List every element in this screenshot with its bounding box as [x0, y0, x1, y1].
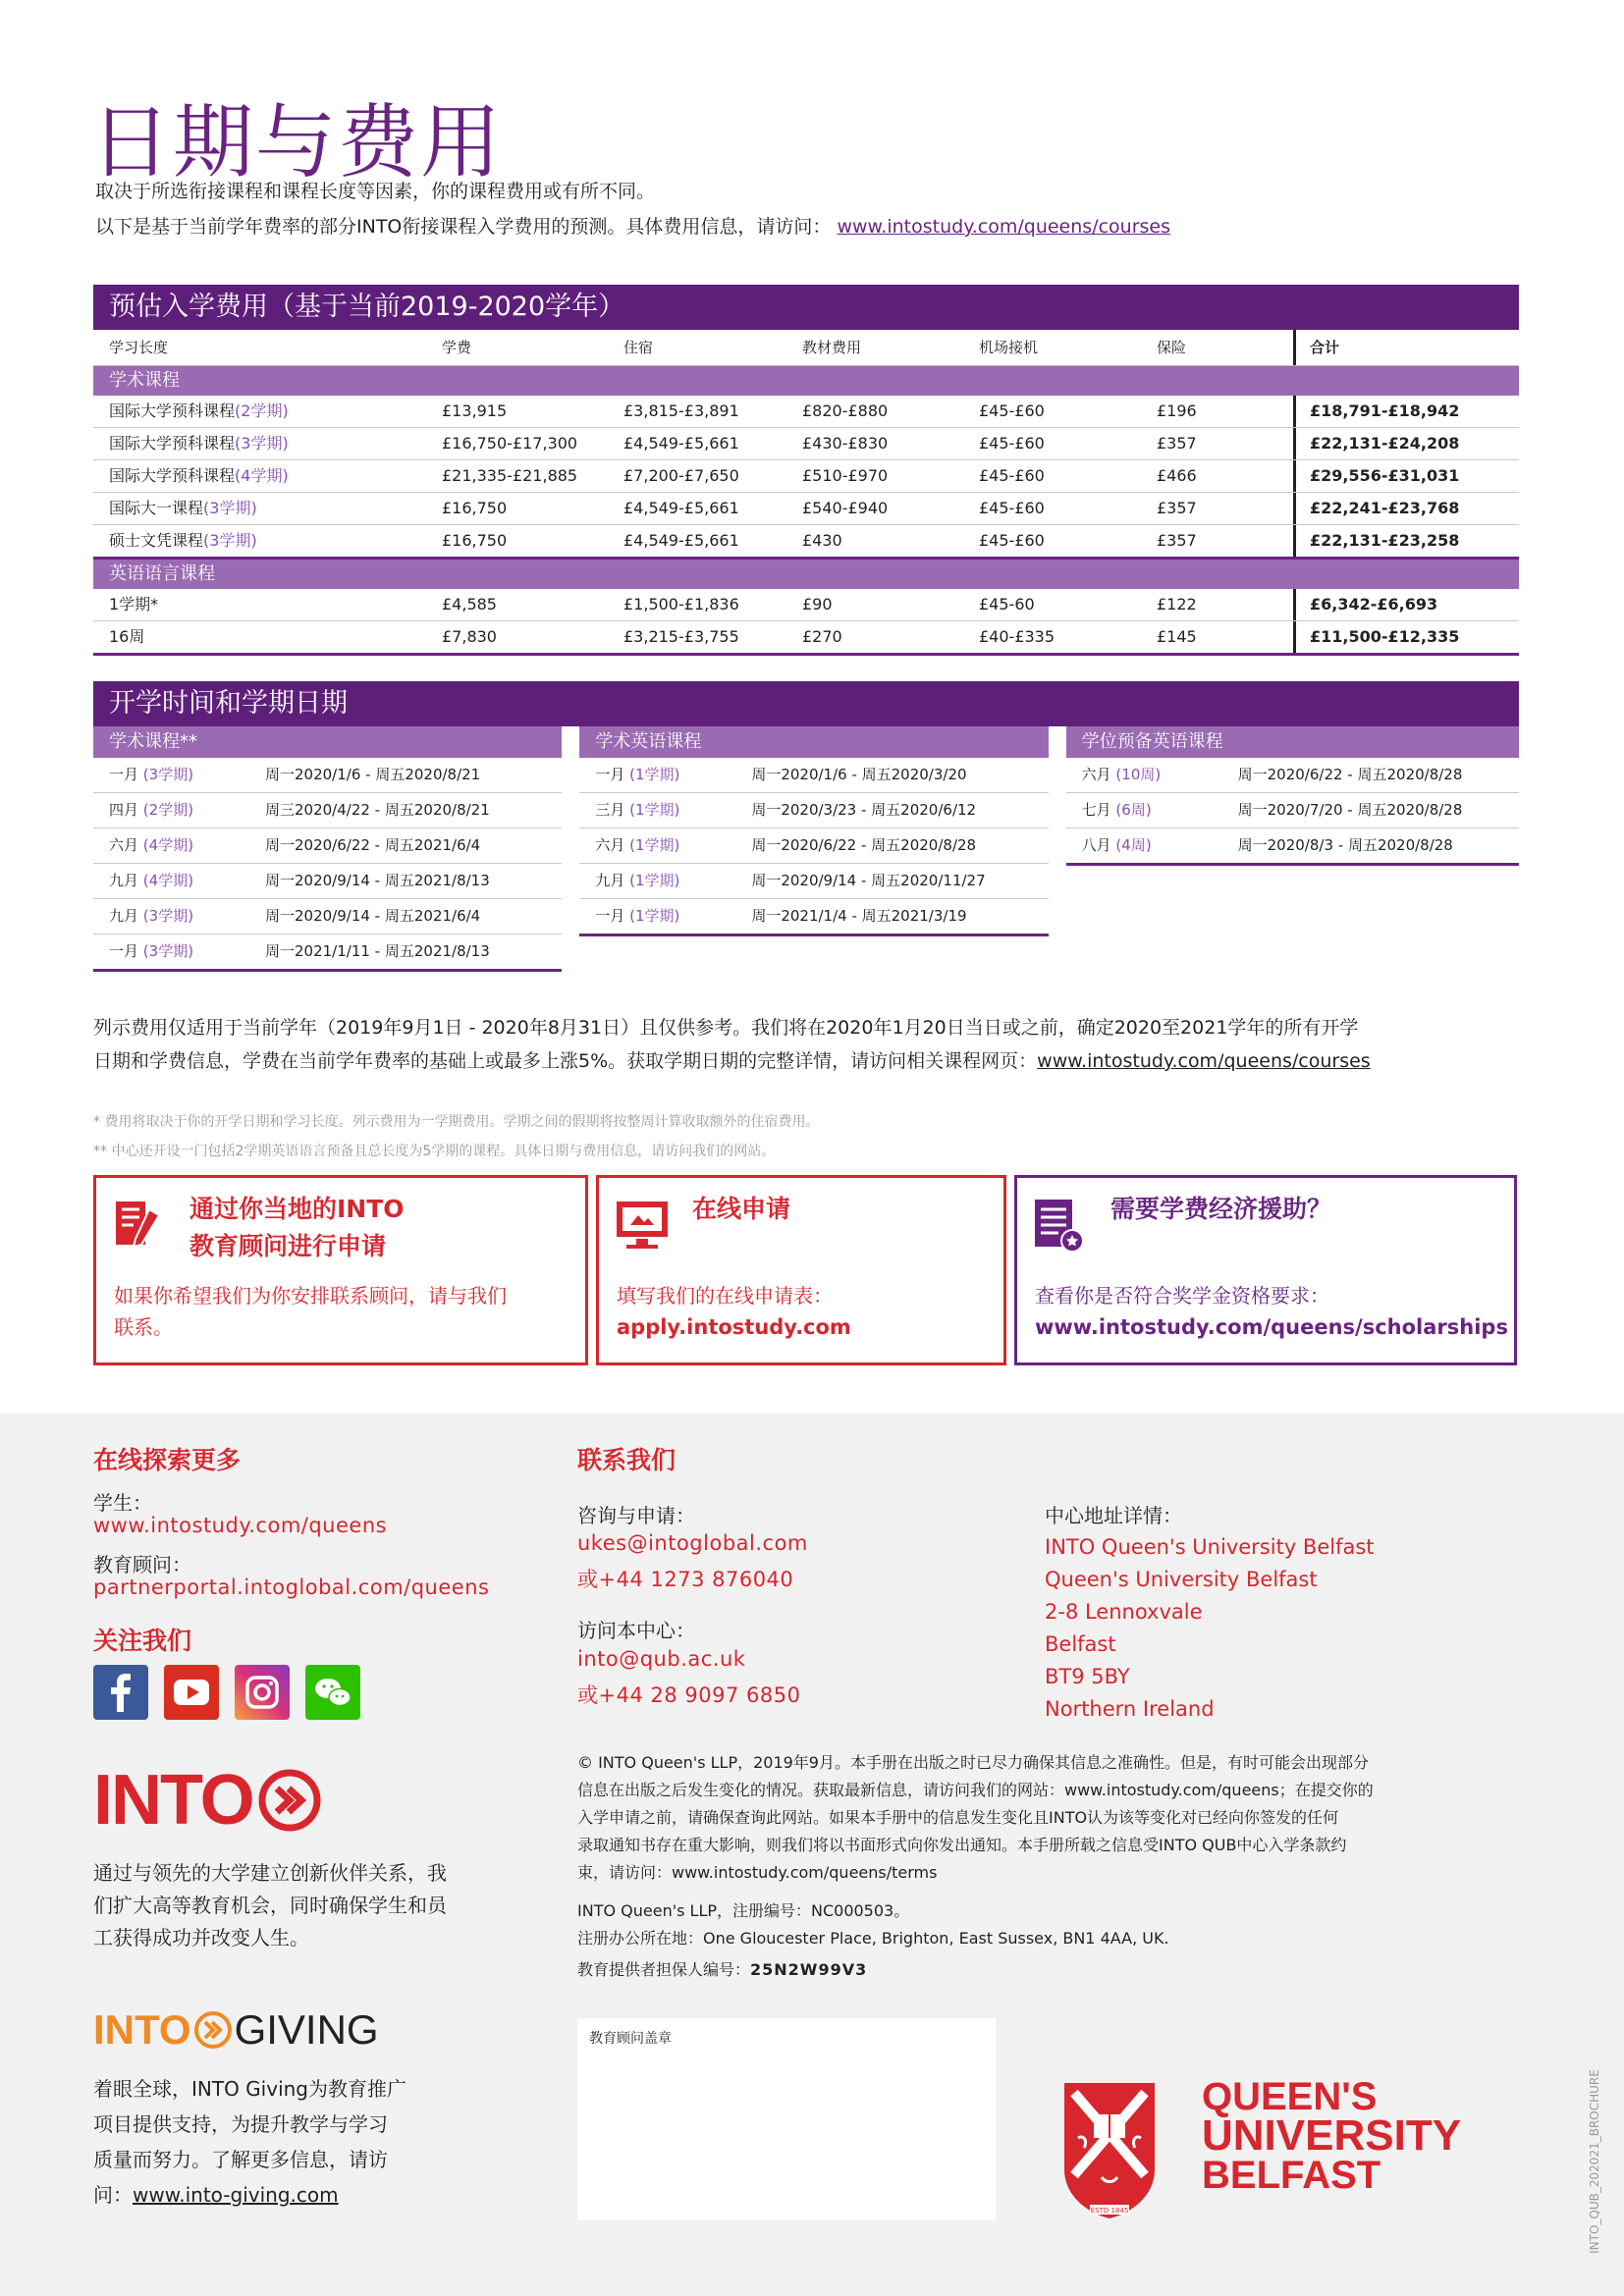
course-name — [93, 460, 442, 492]
date-row — [1066, 758, 1519, 793]
tuition-cell: £13,915 — [442, 401, 508, 420]
airport-cell: £45-£60 — [979, 401, 1045, 420]
term-length: (3学期) — [142, 907, 194, 925]
date-row — [579, 828, 1048, 864]
qub-crest-icon — [1060, 2079, 1159, 2226]
date-range: 周一2021/1/11 - 周五2021/8/13 — [265, 942, 490, 960]
course-name — [93, 621, 442, 653]
accommodation-cell: £3,815-£3,891 — [623, 401, 739, 420]
date-range: 周一2020/6/22 - 周五2021/6/4 — [265, 836, 481, 854]
date-range: 周一2020/1/6 - 周五2020/3/20 — [751, 766, 967, 783]
giving-text-line: 质量而努力。了解更多信息，请访 — [93, 2148, 388, 2171]
total-cell: £18,791-£18,942 — [1293, 396, 1519, 427]
month-label: 九月 — [109, 907, 139, 925]
dates-column-head: 学位预备英语课程 — [1066, 726, 1519, 758]
start-month — [579, 758, 751, 792]
follow-heading: 关注我们 — [93, 1627, 192, 1655]
online-apply-box — [596, 1175, 1006, 1365]
visit-phone[interactable]: 或+44 28 9097 6850 — [577, 1683, 801, 1707]
total-cell: £22,131-£24,208 — [1293, 428, 1519, 459]
term-length: (1学期) — [629, 836, 680, 854]
course-label: 硕士文凭课程 — [109, 531, 204, 550]
materials-cell: £430 — [802, 531, 842, 550]
note-link[interactable]: www.intostudy.com/queens/courses — [1037, 1050, 1371, 1072]
agent-apply-box — [93, 1175, 588, 1365]
fee-row — [93, 493, 1519, 525]
start-month — [93, 864, 265, 898]
giving-text-line: 项目提供支持，为提升教学与学习 — [93, 2112, 388, 2136]
total-cell: £6,342-£6,693 — [1293, 589, 1519, 620]
dates-column — [579, 726, 1048, 972]
visit-label: 访问本中心： — [577, 1619, 695, 1642]
insurance-cell: £196 — [1157, 401, 1197, 420]
col-header: 机场接机 — [979, 339, 1039, 356]
list-badge-icon — [1031, 1196, 1086, 1258]
footnote-2: ** 中心还开设一门包括2学期英语语言预备且总长度为5学期的课程。具体日期与费用信息，请访问我们的网站。 — [93, 1144, 776, 1159]
date-row — [93, 934, 562, 972]
start-month — [93, 899, 265, 934]
start-month — [1066, 758, 1238, 792]
wechat-icon[interactable] — [305, 1665, 360, 1720]
date-range: 周三2020/4/22 - 周五2020/8/21 — [265, 801, 490, 819]
dates-table-title: 开学时间和学期日期 — [93, 681, 1519, 726]
materials-cell: £820-£880 — [802, 401, 889, 420]
month-label: 九月 — [109, 872, 139, 889]
course-label: 1学期* — [109, 595, 159, 614]
enquiries-email[interactable]: ukes@intoglobal.com — [577, 1531, 808, 1555]
accommodation-cell: £1,500-£1,836 — [623, 595, 739, 614]
course-label: 国际大学预科课程 — [109, 466, 236, 485]
intro-line-2 — [95, 212, 1170, 239]
giving-description — [93, 2071, 406, 2213]
document-pen-icon — [110, 1196, 165, 1255]
date-range: 周一2020/7/20 - 周五2020/8/28 — [1237, 801, 1463, 819]
box3-title: 需要学费经济援助？ — [1110, 1195, 1332, 1223]
date-row — [93, 793, 562, 828]
box1-desc-1: 如果你希望我们为你安排联系顾问，请与我们 — [114, 1284, 507, 1308]
fees-table — [93, 285, 1519, 656]
note-text: 日期和学费信息，学费在当前学年费率的基础上或最多上涨5%。获取学期日期的完整详情，请访问相关课程网页： — [93, 1050, 1038, 1072]
term-length: (1学期) — [629, 801, 680, 819]
total-cell: £22,241-£23,768 — [1293, 493, 1519, 524]
date-row — [93, 828, 562, 864]
social-links — [93, 1665, 360, 1720]
side-code-text: INTO_QUB_202021_BROCHURE — [1588, 2069, 1601, 2254]
materials-cell: £540-£940 — [802, 499, 889, 517]
box2-title: 在线申请 — [692, 1195, 791, 1223]
explore-heading: 在线探索更多 — [93, 1446, 242, 1474]
term-length: (10周) — [1115, 766, 1162, 783]
enquiries-phone[interactable]: 或+44 1273 876040 — [577, 1568, 794, 1591]
date-range: 周一2020/3/23 - 周五2020/6/12 — [751, 801, 977, 819]
date-range: 周一2020/6/22 - 周五2020/8/28 — [751, 836, 977, 854]
month-label: 七月 — [1081, 801, 1111, 819]
airport-cell: £45-£60 — [979, 499, 1045, 517]
term-length: (2学期) — [142, 801, 194, 819]
fee-row — [93, 525, 1519, 560]
course-label: 国际大一课程 — [109, 499, 204, 517]
date-range: 周一2020/8/3 - 周五2020/8/28 — [1237, 836, 1453, 854]
partner-portal-link[interactable]: partnerportal.intoglobal.com/queens — [93, 1575, 490, 1599]
stamp-label: 教育顾问盖章 — [589, 2031, 672, 2047]
airport-cell: £45-£60 — [979, 434, 1045, 453]
accommodation-cell: £7,200-£7,650 — [623, 466, 739, 485]
students-link[interactable]: www.intostudy.com/queens — [93, 1514, 388, 1537]
fee-row — [93, 621, 1519, 656]
date-row — [1066, 793, 1519, 828]
total-cell: £11,500-£12,335 — [1293, 621, 1519, 653]
into-text-line: 工获得成功并改变人生。 — [93, 1926, 309, 1949]
giving-logo-giving: GIVING — [234, 2006, 379, 2053]
materials-cell: £90 — [802, 595, 833, 614]
address-line: INTO Queen's University Belfast — [1045, 1535, 1375, 1559]
fees-table-title: 预估入学费用（基于当前2019-2020学年） — [93, 285, 1519, 330]
materials-cell: £510-£970 — [802, 466, 889, 485]
giving-text-line: 着眼全球，INTO Giving为教育推广 — [93, 2077, 406, 2101]
into-text-line: 通过与领先的大学建立创新伙伴关系，我 — [93, 1861, 447, 1885]
facebook-icon[interactable] — [93, 1665, 148, 1720]
insurance-cell: £357 — [1157, 531, 1197, 550]
dates-table — [93, 681, 1519, 972]
box1-desc-2: 联系。 — [114, 1315, 173, 1339]
tuition-cell: £21,335-£21,885 — [442, 466, 578, 485]
airport-cell: £45-60 — [979, 595, 1035, 614]
course-label: 16周 — [109, 627, 145, 646]
intro-text: 以下是基于当前学年费率的部分INTO衔接课程入学费用的预测。具体费用信息，请访问： — [95, 216, 832, 238]
start-month — [93, 934, 265, 969]
qub-line: UNIVERSITY — [1202, 2111, 1462, 2160]
date-range: 周一2020/9/14 - 周五2020/11/27 — [751, 872, 986, 889]
qub-line: QUEEN'S — [1202, 2075, 1378, 2118]
insurance-cell: £466 — [1157, 466, 1197, 485]
sponsor-number — [577, 1957, 867, 1980]
date-row — [579, 793, 1048, 828]
tuition-cell: £16,750 — [442, 499, 508, 517]
legal-text — [577, 1749, 1451, 1887]
fee-row — [93, 396, 1519, 428]
address-line: Northern Ireland — [1045, 1697, 1215, 1721]
address-block — [1045, 1531, 1375, 1726]
term-length: (3学期) — [142, 766, 194, 783]
address-line: BT9 5BY — [1045, 1665, 1130, 1688]
accommodation-cell: £4,549-£5,661 — [623, 531, 739, 550]
course-name — [93, 493, 442, 524]
into-text-line: 们扩大高等教育机会，同时确保学生和员 — [93, 1894, 447, 1917]
term-length: (3学期) — [142, 942, 194, 960]
month-label: 八月 — [1081, 836, 1111, 854]
students-label: 学生： — [93, 1491, 152, 1515]
address-line: Queen's University Belfast — [1045, 1568, 1318, 1591]
dates-column-head: 学术英语课程 — [579, 726, 1048, 758]
sponsor-label: 教育提供者担保人编号： — [577, 1960, 751, 1979]
giving-text-line — [93, 2177, 406, 2213]
term-length: (1学期) — [629, 766, 680, 783]
giving-chevron-icon — [193, 2010, 233, 2050]
sponsor-value: 25N2W99V3 — [750, 1960, 868, 1979]
term-length: (4周) — [1115, 836, 1152, 854]
legal-line: 信息在出版之后发生变化的情况。获取最新信息，请访问我们的网站：www.intostudy.com/queens；在提交你的 — [577, 1781, 1374, 1799]
course-length: (2学期) — [235, 401, 289, 420]
footnote-1: * 费用将取决于你的开学日期和学习长度。列示费用为一学期费用。学期之间的假期将按整周计算收取额外的住宿费用。 — [93, 1114, 820, 1130]
legal-line: © INTO Queen's LLP，2019年9月。本手册在出版之时已尽力确保其信息之准确性。但是，有时可能会出现部分 — [577, 1753, 1369, 1772]
agent-stamp-box — [577, 2018, 996, 2220]
contact-heading: 联系我们 — [577, 1446, 677, 1474]
accommodation-cell: £4,549-£5,661 — [623, 434, 739, 453]
term-length: (6周) — [1115, 801, 1152, 819]
date-row — [93, 864, 562, 899]
start-month — [579, 793, 751, 828]
fee-row — [93, 428, 1519, 460]
youtube-icon[interactable] — [164, 1665, 219, 1720]
course-length: (3学期) — [235, 434, 289, 453]
date-row — [93, 899, 562, 934]
intro-line-1: 取决于所选衔接课程和课程长度等因素，你的课程费用或有所不同。 — [95, 181, 656, 202]
qub-logo-text — [1202, 2077, 1461, 2195]
apply-link[interactable]: apply.intostudy.com — [617, 1315, 851, 1339]
into-giving-logo — [93, 2006, 379, 2054]
side-code — [1585, 2052, 1604, 2277]
date-range: 周一2020/9/14 - 周五2021/8/13 — [265, 872, 490, 889]
section-academic: 学术课程 — [93, 366, 1519, 396]
registered-office: 注册办公所在地：One Gloucester Place, Brighton, East Sussex, BN1 4AA, UK. — [577, 1929, 1169, 1948]
materials-cell: £270 — [802, 627, 842, 646]
legal-line: 入学申请之前，请确保查询此网站。如果本手册中的信息发生变化且INTO认为该等变化对已经向你签发的任何 — [577, 1808, 1339, 1827]
tuition-cell: £16,750 — [442, 531, 508, 550]
section-english: 英语语言课程 — [93, 560, 1519, 589]
fee-row — [93, 460, 1519, 493]
month-label: 一月 — [595, 766, 625, 783]
date-range: 周一2020/6/22 - 周五2020/8/28 — [1237, 766, 1463, 783]
airport-cell: £45-£60 — [979, 466, 1045, 485]
term-length: (4学期) — [142, 872, 194, 889]
fees-header-row — [93, 330, 1519, 366]
dates-column-head: 学术课程** — [93, 726, 562, 758]
airport-cell: £45-£60 — [979, 531, 1045, 550]
date-row — [1066, 828, 1519, 866]
materials-cell: £430-£830 — [802, 434, 889, 453]
col-header: 教材费用 — [802, 339, 862, 356]
note-line: 列示费用仅适用于当前学年（2019年9月1日 - 2020年8月31日）且仅供参考。我们将在2020年1月20日当日或之前，确定2020至2021学年的所有开学 — [93, 1017, 1359, 1039]
giving-text: 问： — [93, 2183, 133, 2207]
start-month — [579, 899, 751, 934]
date-row — [579, 899, 1048, 936]
registration-number: INTO Queen's LLP，注册编号：NC000503。 — [577, 1901, 910, 1920]
course-length: (4学期) — [235, 466, 289, 485]
legal-line: 束，请访问：www.intostudy.com/queens/terms — [577, 1863, 938, 1882]
col-header: 学费 — [442, 339, 472, 356]
month-label: 六月 — [1081, 766, 1111, 783]
course-name — [93, 396, 442, 427]
term-length: (1学期) — [629, 907, 680, 925]
insurance-cell: £357 — [1157, 499, 1197, 517]
into-logo-text: INTO — [93, 1761, 253, 1840]
col-header: 住宿 — [623, 339, 654, 356]
box1-title-1: 通过你当地的INTO — [189, 1195, 405, 1223]
dates-column — [1066, 726, 1519, 972]
course-length: (3学期) — [203, 531, 257, 550]
into-chevron-icon — [257, 1768, 322, 1833]
month-label: 九月 — [595, 872, 625, 889]
scholarships-link[interactable]: www.intostudy.com/queens/scholarships — [1035, 1315, 1508, 1339]
address-line: Belfast — [1045, 1632, 1116, 1656]
instagram-icon[interactable] — [235, 1665, 290, 1720]
month-label: 三月 — [595, 801, 625, 819]
start-month — [1066, 793, 1238, 828]
tuition-cell: £7,830 — [442, 627, 497, 646]
month-label: 六月 — [109, 836, 139, 854]
course-length: (3学期) — [203, 499, 257, 517]
enquiries-label: 咨询与申请： — [577, 1504, 695, 1527]
giving-logo-into: INTO — [93, 2006, 191, 2053]
total-cell: £29,556-£31,031 — [1293, 460, 1519, 492]
insurance-cell: £145 — [1157, 627, 1197, 646]
term-length: (1学期) — [629, 872, 680, 889]
date-range: 周一2020/1/6 - 周五2020/8/21 — [265, 766, 481, 783]
col-header: 合计 — [1293, 330, 1519, 365]
qub-estd: ESTD 1845 — [1090, 2207, 1129, 2215]
col-header: 学习长度 — [109, 339, 169, 356]
courses-link[interactable]: www.intostudy.com/queens/courses — [837, 216, 1170, 238]
scholarship-box — [1014, 1175, 1517, 1365]
month-label: 一月 — [109, 766, 139, 783]
page-title: 日期与费用 — [90, 96, 504, 189]
accommodation-cell: £4,549-£5,661 — [623, 499, 739, 517]
start-month — [579, 828, 751, 863]
start-month — [579, 864, 751, 898]
airport-cell: £40-£335 — [979, 627, 1056, 646]
accommodation-cell: £3,215-£3,755 — [623, 627, 739, 646]
course-label: 国际大学预科课程 — [109, 401, 236, 420]
into-description — [93, 1857, 447, 1954]
start-month — [93, 758, 265, 792]
date-row — [93, 758, 562, 793]
insurance-cell: £357 — [1157, 434, 1197, 453]
box2-desc: 填写我们的在线申请表： — [617, 1284, 833, 1308]
date-row — [579, 864, 1048, 899]
total-cell: £22,131-£23,258 — [1293, 525, 1519, 557]
month-label: 六月 — [595, 836, 625, 854]
month-label: 四月 — [109, 801, 139, 819]
fee-note — [93, 1011, 1527, 1078]
computer-icon — [613, 1196, 672, 1258]
course-name — [93, 589, 442, 620]
month-label: 一月 — [109, 942, 139, 960]
course-name — [93, 428, 442, 459]
dates-column — [93, 726, 562, 972]
month-label: 一月 — [595, 907, 625, 925]
note-line — [93, 1044, 1527, 1078]
qub-line: BELFAST — [1202, 2154, 1381, 2197]
col-header: 保险 — [1157, 339, 1187, 356]
date-range: 周一2020/9/14 - 周五2021/6/4 — [265, 907, 481, 925]
fee-row — [93, 589, 1519, 621]
course-label: 国际大学预科课程 — [109, 434, 236, 453]
into-logo — [93, 1761, 322, 1840]
date-row — [579, 758, 1048, 793]
visit-email[interactable]: into@qub.ac.uk — [577, 1647, 746, 1671]
address-label: 中心地址详情： — [1045, 1504, 1182, 1527]
tuition-cell: £4,585 — [442, 595, 497, 614]
date-range: 周一2021/1/4 - 周五2021/3/19 — [751, 907, 967, 925]
box3-desc: 查看你是否符合奖学金资格要求： — [1035, 1284, 1329, 1308]
box1-title-2: 教育顾问进行申请 — [189, 1232, 387, 1260]
giving-link[interactable]: www.into-giving.com — [133, 2183, 339, 2207]
address-line: 2-8 Lennoxvale — [1045, 1600, 1203, 1624]
course-name — [93, 525, 442, 557]
tuition-cell: £16,750-£17,300 — [442, 434, 578, 453]
insurance-cell: £122 — [1157, 595, 1197, 614]
start-month — [1066, 828, 1238, 863]
agents-label: 教育顾问： — [93, 1553, 191, 1576]
start-month — [93, 828, 265, 863]
start-month — [93, 793, 265, 828]
term-length: (4学期) — [142, 836, 194, 854]
legal-line: 录取通知书存在重大影响，则我们将以书面形式向你发出通知。本手册所载之信息受INTO QUB中心入学条款约 — [577, 1836, 1347, 1854]
